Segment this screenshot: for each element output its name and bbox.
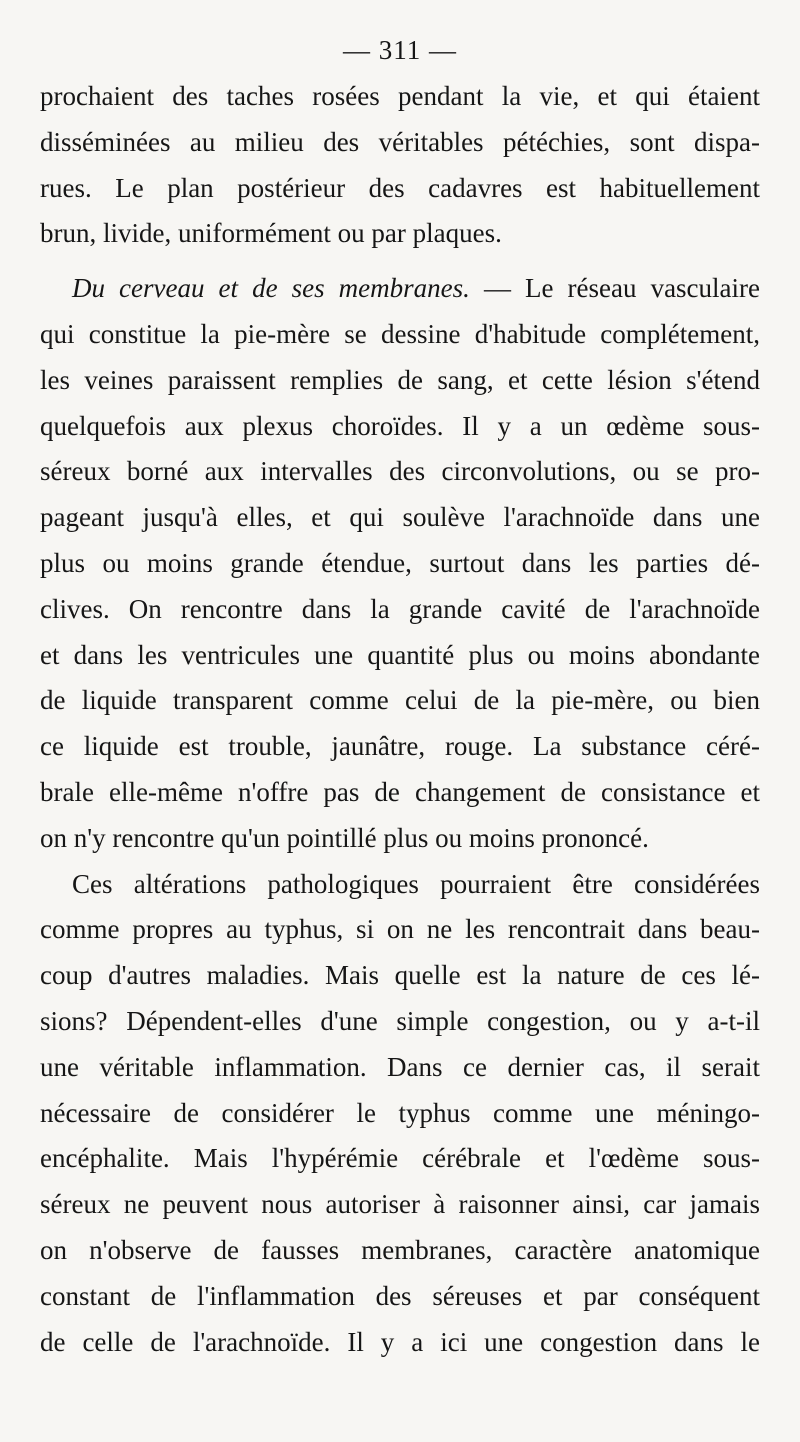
text-line: brun, livide, uniformément ou par plaques. <box>40 218 502 249</box>
text-line: qui constitue la pie-mère se dessine d'habitude complétement, <box>40 318 760 349</box>
text-line: quelquefois aux plexus choroïdes. Il y a un œdème sous- <box>40 410 760 441</box>
text-line: clives. On rencontre dans la grande cavité de l'arachnoïde <box>40 593 760 624</box>
text-line: disséminées au milieu des véritables pétéchies, sont dispa- <box>40 126 760 157</box>
text-line: séreux ne peuvent nous autoriser à raisonner ainsi, car jamais <box>40 1189 760 1220</box>
text-line: on n'observe de fausses membranes, caractère anatomique <box>40 1234 760 1265</box>
text-line: de celle de l'arachnoïde. Il y a ici une congestion dans le <box>40 1326 760 1357</box>
text-line: on n'y rencontre qu'un pointillé plus ou moins prononcé. <box>40 822 649 853</box>
page-number: — 311 — <box>343 35 457 65</box>
text-line: les veines paraissent remplies de sang, et cette lésion s'étend <box>40 364 760 395</box>
text-line: coup d'autres maladies. Mais quelle est la nature de ces lé- <box>40 960 760 991</box>
section-heading: Du cerveau et de ses membranes. <box>72 273 470 304</box>
text-line-with-heading <box>40 266 760 312</box>
text-line: prochaient des taches rosées pendant la vie, et qui étaient <box>40 81 760 111</box>
text-line: brale elle-même n'offre pas de changement de consistance et <box>40 776 760 807</box>
text-line: rues. Le plan postérieur des cadavres est habituellement <box>40 172 760 203</box>
text-line: constant de l'inflammation des séreuses et par conséquent <box>40 1280 760 1311</box>
text-line: comme propres au typhus, si on ne les rencontrait dans beau- <box>40 914 760 945</box>
text-line: encéphalite. Mais l'hypérémie cérébrale et l'œdème sous- <box>40 1143 760 1174</box>
text-line: de liquide transparent comme celui de la pie-mère, ou bien <box>40 685 760 716</box>
text-line: une véritable inflammation. Dans ce dernier cas, il serait <box>40 1051 760 1082</box>
text-line: Ces altérations pathologiques pourraient être considérées <box>72 868 760 899</box>
paragraph-2 <box>40 266 760 861</box>
paragraph-1 <box>40 74 760 257</box>
text-line: sions? Dépendent-elles d'une simple congestion, ou y a-t-il <box>40 1005 760 1036</box>
text-line: pageant jusqu'à elles, et qui soulève l'arachnoïde dans une <box>40 502 760 533</box>
text-line: et dans les ventricules une quantité plus ou moins abondante <box>40 639 760 670</box>
text-line: séreux borné aux intervalles des circonvolutions, ou se pro- <box>40 456 760 487</box>
text-line: plus ou moins grande étendue, surtout dans les parties dé- <box>40 547 760 578</box>
heading-continuation: — Le réseau vasculaire <box>469 273 761 304</box>
text-line: nécessaire de considérer le typhus comme une méningo- <box>40 1097 760 1128</box>
text-line: ce liquide est trouble, jaunâtre, rouge. La substance céré- <box>40 731 760 762</box>
paragraph-3 <box>40 862 760 1366</box>
